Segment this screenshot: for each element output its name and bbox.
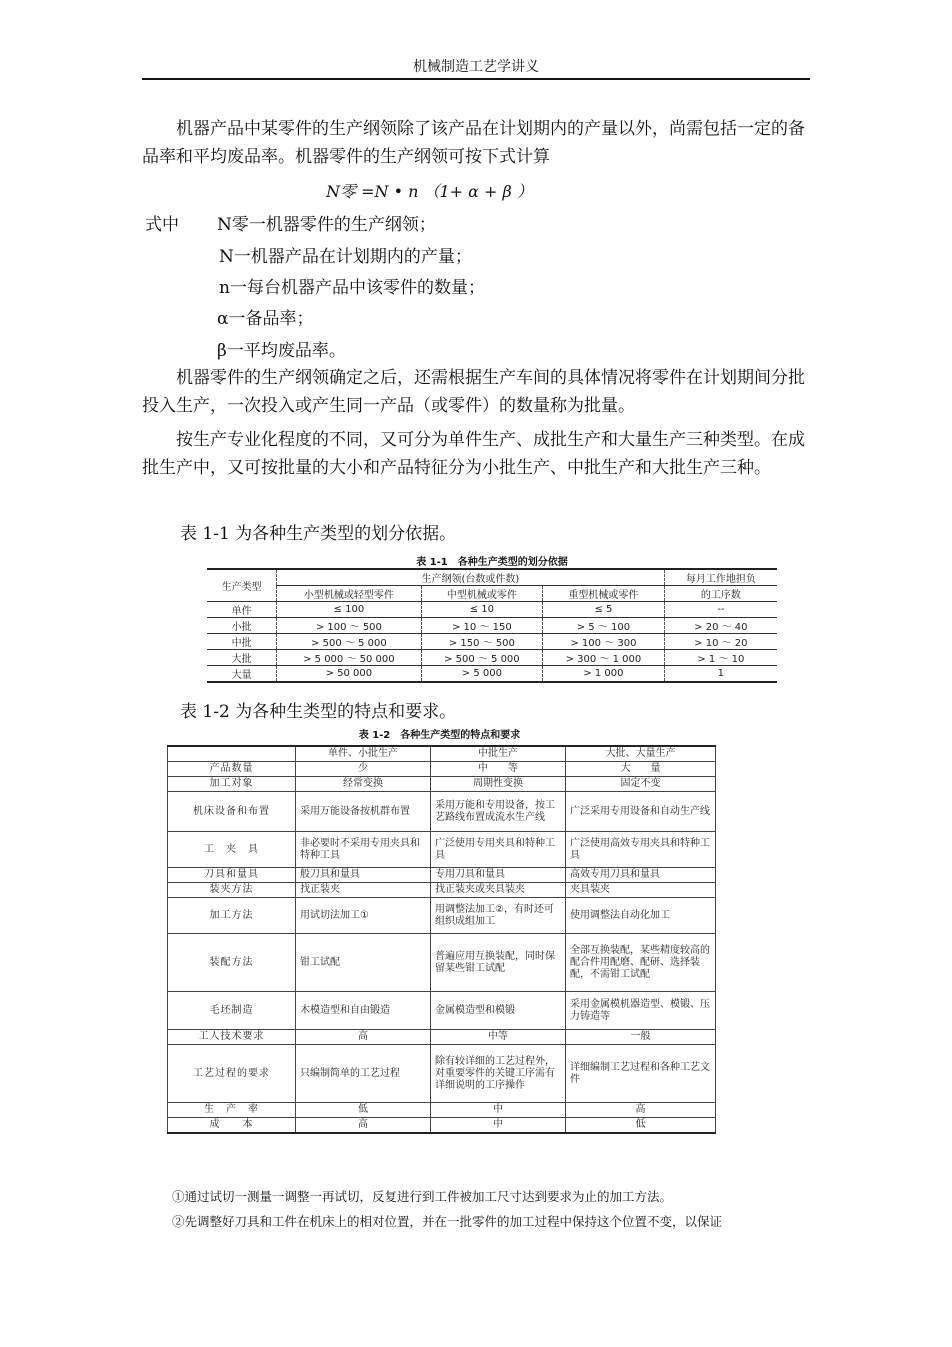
table-row-header: 毛坯制造 [168,992,296,1030]
table-cell: 除有较详细的工艺过程外，对重要零件的关键工序需有详细说明的工序操作 [431,1045,566,1103]
table-row-header: 机床设备和布置 [168,792,296,832]
table-cell: 一般 [566,1030,716,1045]
table-row [168,832,716,868]
table-cell: > 20 ～ 40 [664,618,777,634]
table-cell: 中 等 [431,762,566,777]
table-cell: 低 [566,1118,716,1134]
table-cell: > 1 000 [543,666,665,683]
header-rule [142,78,810,80]
table-row-header: 工艺过程的要求 [168,1045,296,1103]
table-row [168,1103,716,1118]
table-cell: 使用调整法自动化加工 [566,898,716,934]
table-row [207,602,777,618]
table1-intro: 表 1-1 为各种生产类型的划分依据。 [180,524,457,544]
table-cell: > 500 ～ 5 000 [277,634,421,650]
table-cell: > 500 ～ 5 000 [421,650,543,666]
table-cell: 般刀具和量具 [296,868,431,883]
table-cell: > 10 ～ 150 [421,618,543,634]
table-row-header: 加工方法 [168,898,296,934]
table1-title: 表 1-1 各种生产类型的划分依据 [416,557,568,568]
table-cell: 低 [296,1103,431,1118]
table-cell: ≤ 5 [543,602,665,618]
table-cell: 小批 [207,618,277,634]
table-row-header: 工人技术要求 [168,1030,296,1045]
table-cell: 夹具装夹 [566,883,716,898]
table-row-header: 生 产 率 [168,1103,296,1118]
paragraph-3: 按生产专业化程度的不同，又可分为单件生产、成批生产和大量生产三种类型。在成批生产中，又可按批量的大小和产品特征分为小批生产、中批生产和大批生产三种。 [142,430,805,478]
table-row [168,898,716,934]
table-cell: > 100 ～ 300 [543,634,665,650]
table1-subheader: 重型机械或零件 [543,586,665,602]
table-cell: > 10 ～ 20 [664,634,777,650]
term-1: N零一机器零件的生产纲领； [217,215,436,235]
table-cell: > 5 ～ 100 [543,618,665,634]
table-row [168,992,716,1030]
table-row [207,618,777,634]
table2-title: 表 1-2 各种生产类型的特点和要求 [358,730,521,741]
table-cell: 普遍应用互换装配，同时保留某些钳工试配 [431,934,566,992]
table1-subheader: 的工序数 [664,586,777,602]
table-row-header: 成 本 [168,1118,296,1134]
table-row [168,777,716,792]
table-cell: 高 [296,1030,431,1045]
table-cell: 找正装夹 [296,883,431,898]
table-cell: 只编制简单的工艺过程 [296,1045,431,1103]
table-row [168,1118,716,1134]
table-cell: 广泛使用专用夹具和特种工具 [431,832,566,868]
table1-subheader: 中型机械或零件 [421,586,543,602]
term-3: n一每台机器产品中该零件的数量； [219,278,485,298]
table-cell: 中等 [431,1030,566,1045]
table-cell: 钳工试配 [296,934,431,992]
table1-header-last: 每月工作地担负 [664,569,777,586]
table2-intro: 表 1-2 为各种生类型的特点和要求。 [180,702,457,722]
table-cell: 金属模造型和模锻 [431,992,566,1030]
table-cell: 高 [296,1118,431,1134]
table-cell: ≤ 10 [421,602,543,618]
table-2 [167,745,716,1134]
table-cell: 中 [431,1103,566,1118]
table-cell: > 1 ～ 10 [664,650,777,666]
table-cell: 专用刀具和量具 [431,868,566,883]
table2-header: 大批、大量生产 [566,746,716,762]
table-cell: 采用万能设备按机群布置 [296,792,431,832]
table-cell: 非必要时不采用专用夹具和特种工具 [296,832,431,868]
table-row [168,762,716,777]
table-cell: 木模造型和自由锻造 [296,992,431,1030]
table-row [168,1030,716,1045]
footnote-2: ②先调整好刀具和工件在机床上的相对位置，并在一批零件的加工过程中保持这个位置不变，以保证 [172,1214,723,1229]
term-4: α一备品率； [217,309,314,329]
table2-header: 单件、小批生产 [296,746,431,762]
paragraph-1: 机器产品中某零件的生产纲领除了该产品在计划期内的产量以外，尚需包括一定的备品率和平均废品率。机器零件的生产纲领可按下式计算 [142,119,805,167]
table-row-header: 装配方法 [168,934,296,992]
table-cell: > 5 000 ～ 50 000 [277,650,421,666]
table-1 [207,568,777,683]
where-label: 式中 [145,215,179,235]
table2-header [168,746,296,762]
table-cell: 大量 [207,666,277,683]
page-header: 机械制造工艺学讲义 [413,59,539,75]
table-cell: > 5 000 [421,666,543,683]
table-cell: 用试切法加工① [296,898,431,934]
table-row-header: 工 夹 具 [168,832,296,868]
table-cell: 周期性变换 [431,777,566,792]
table1-subheader: 小型机械或轻型零件 [277,586,421,602]
table-cell: 大批 [207,650,277,666]
table-row [168,868,716,883]
table-cell: 1 [664,666,777,683]
paragraph-2: 机器零件的生产纲领确定之后，还需根据生产车间的具体情况将零件在计划期间分批投入生产，一次投入或产生同一产品（或零件）的数量称为批量。 [142,368,805,416]
table-cell: 广泛使用高效专用夹具和特种工具 [566,832,716,868]
table-cell: 单件 [207,602,277,618]
table-row [168,792,716,832]
table-row [168,883,716,898]
term-5: β一平均废品率。 [217,341,346,361]
table-row [207,634,777,650]
table-cell: > 150 ～ 500 [421,634,543,650]
table-cell: 大 量 [566,762,716,777]
table-cell: 高 [566,1103,716,1118]
table2-header: 中批生产 [431,746,566,762]
footnote-1: ①通过试切一测量一调整一再试切，反复进行到工件被加工尺寸达到要求为止的加工方法。 [172,1189,673,1204]
table-cell: 中批 [207,634,277,650]
table-row [168,1045,716,1103]
table-row [168,934,716,992]
table-cell: ≤ 100 [277,602,421,618]
table-cell: 高效专用刀具和量具 [566,868,716,883]
table1-header-type: 生产类型 [207,569,277,602]
table-row-header: 装夹方法 [168,883,296,898]
table-cell: 全部互换装配，某些精度较高的配合件用配磨、配研、选择装配，不需钳工试配 [566,934,716,992]
table-cell: 少 [296,762,431,777]
table-row-header: 加工对象 [168,777,296,792]
table-row-header: 产品数量 [168,762,296,777]
table-cell: 中 [431,1118,566,1134]
table-cell: 固定不变 [566,777,716,792]
table-cell: 广泛采用专用设备和自动生产线 [566,792,716,832]
table-cell: > 300 ～ 1 000 [543,650,665,666]
table-cell: -- [664,602,777,618]
table-cell: 经常变换 [296,777,431,792]
table-cell: 详细编制工艺过程和各种工艺文件 [566,1045,716,1103]
term-2: N一机器产品在计划期内的产量； [219,247,472,267]
table-cell: 找正装夹或夹具装夹 [431,883,566,898]
table1-header-group: 生产纲领(台数或件数) [277,569,665,586]
formula: N零 =N • n （1+ α + β ） [326,182,533,201]
table-cell: 采用万能和专用设备，按工艺路线布置成流水生产线 [431,792,566,832]
table-cell: 采用金属模机器造型、模锻、压力铸造等 [566,992,716,1030]
table-cell: > 50 000 [277,666,421,683]
table-cell: > 100 ～ 500 [277,618,421,634]
table-row-header: 刀具和量具 [168,868,296,883]
table-row [207,666,777,683]
table-row [207,650,777,666]
table-cell: 用调整法加工②，有时还可组织成组加工 [431,898,566,934]
